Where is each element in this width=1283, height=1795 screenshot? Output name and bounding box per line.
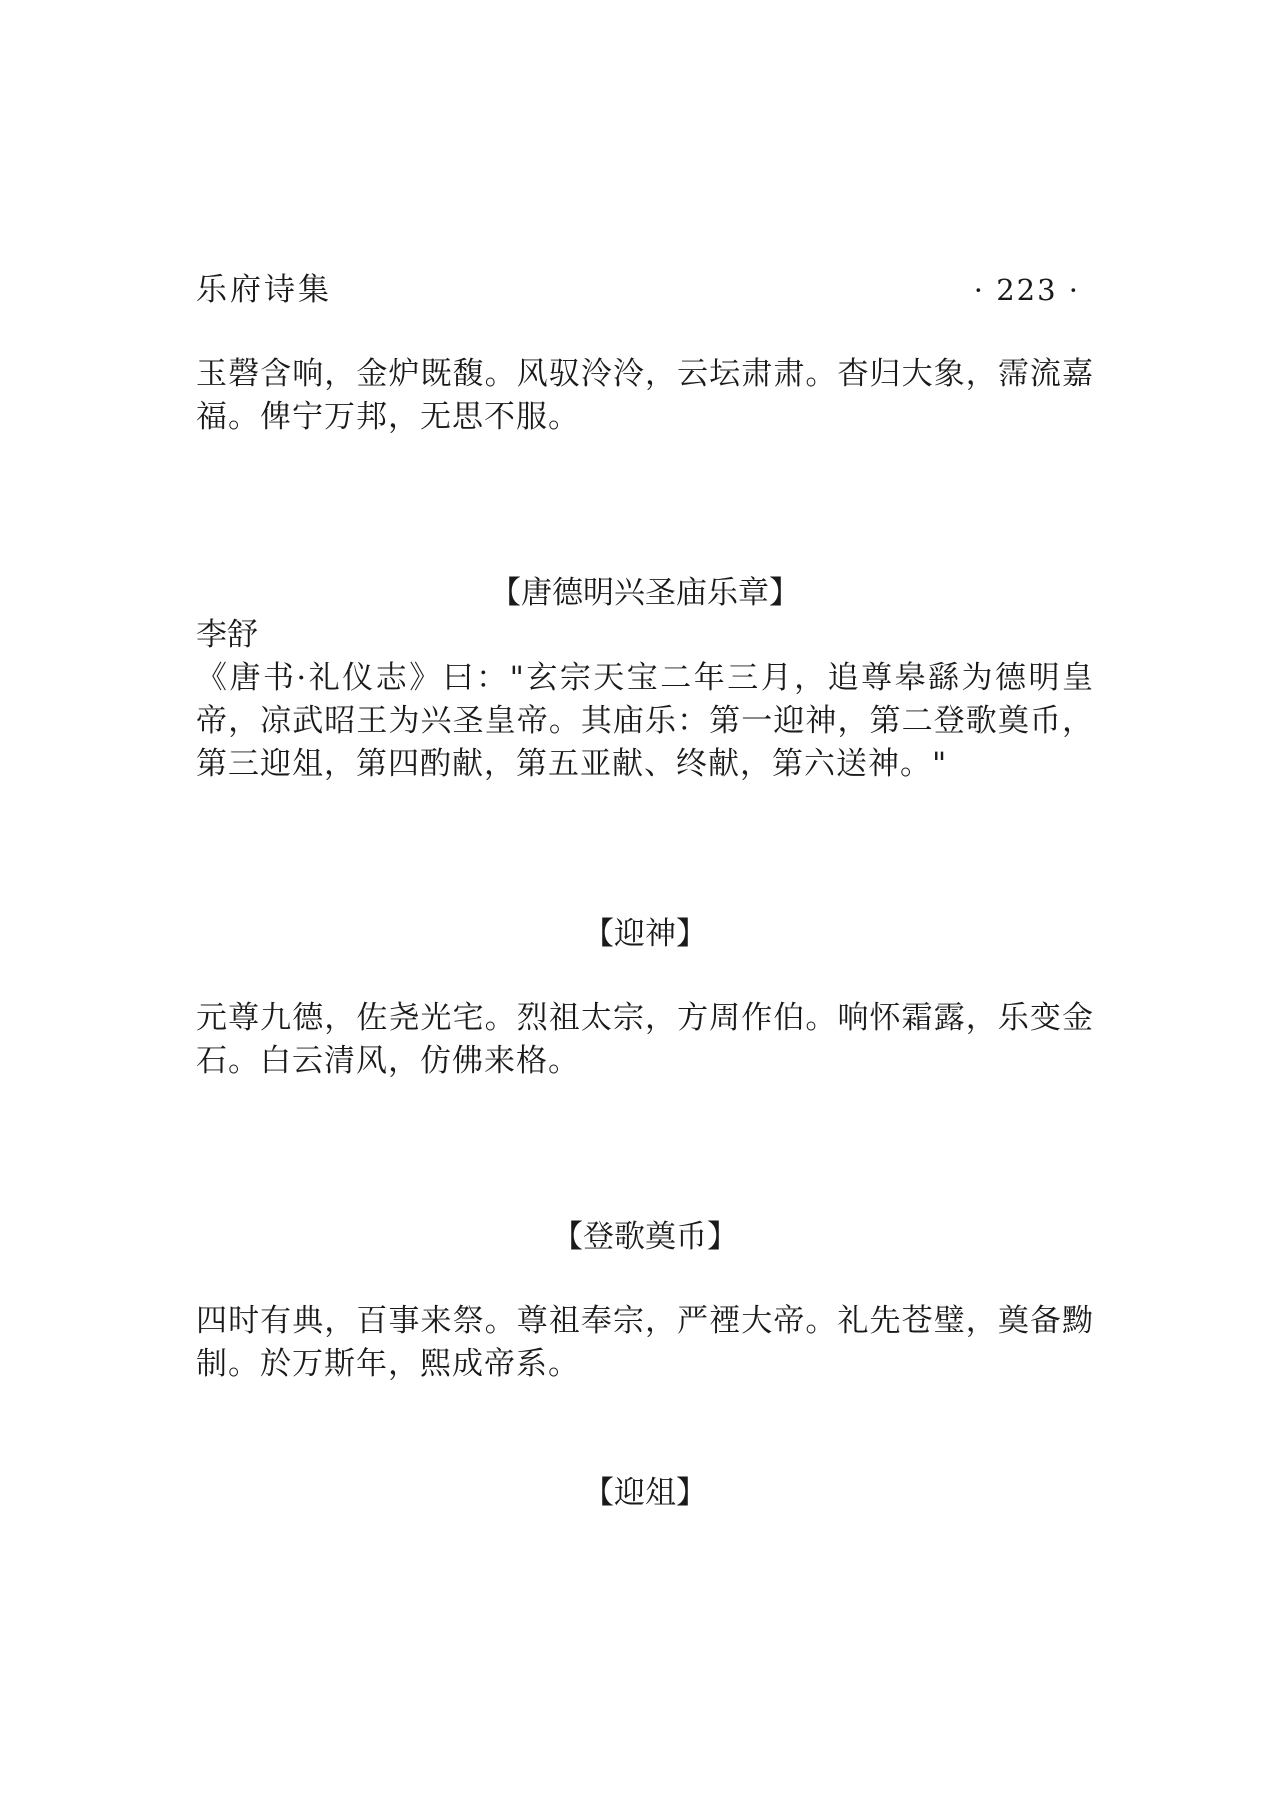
poem-paragraph-welcome-spirit: 元尊九德，佐尧光宅。烈祖太宗，方周作伯。响怀霜露，乐变金石。白云清风，仿佛来格。 [196, 1000, 1094, 1079]
section-heading-welcome-vessel [196, 1472, 1094, 1515]
section-heading-temple-music [196, 572, 1094, 615]
author-name: 李舒 [196, 617, 258, 653]
heading-text: 【迎俎】 [583, 1475, 707, 1511]
heading-text: 【登歌奠币】 [552, 1219, 738, 1255]
section-heading-welcome-spirit [196, 913, 1094, 956]
page-number: · 223 · [973, 273, 1080, 307]
running-title: 乐府诗集 [196, 272, 332, 308]
heading-text: 【迎神】 [583, 916, 707, 952]
preface-paragraph: 《唐书·礼仪志》曰："玄宗天宝二年三月，追尊皋繇为德明皇帝，凉武昭王为兴圣皇帝。其庙乐：第一迎神，第二登歌奠币，第三迎俎，第四酌献，第五亚献、终献，第六送神。" [196, 660, 1094, 782]
poem-paragraph-offering-silk: 四时有典，百事来祭。尊祖奉宗，严禋大帝。礼先苍璧，奠备黝制。於万斯年，熙成帝系。 [196, 1303, 1094, 1382]
section-heading-offering-silk [196, 1216, 1094, 1259]
poem-paragraph-1: 玉磬含响，金炉既馥。风驭泠泠，云坛肃肃。杳归大象，霈流嘉福。俾宁万邦，无思不服。 [196, 356, 1094, 435]
heading-text: 【唐德明兴圣庙乐章】 [490, 575, 800, 611]
